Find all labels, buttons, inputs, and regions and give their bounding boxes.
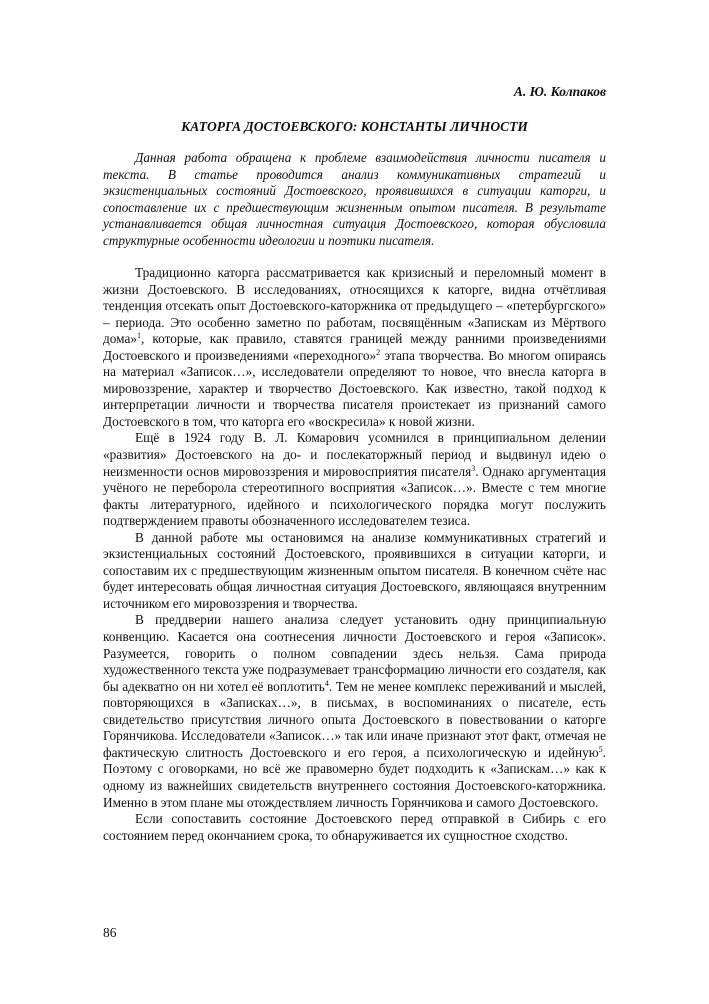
- paragraph-1-text-a: Традиционно каторга рассматривается как кризисный и переломный момент в жизни Достоевского. В исследованиях, относящихся к каторге, видна отчётливая тенденция отсекать опыт Достоевского-каторжника от предыдущего – «петербургского» – периода. Это особенно заметно по работам, посвящённым «Запискам из Мёртвого дома»: [103, 265, 606, 347]
- abstract: Данная работа обращена к проблеме взаимодействия личности писателя и текста. В статье проводится анализ коммуникативных стратегий и экзистенциальных состояний Достоевского, проявившихся в ситуации каторги, и сопоставление их с предшествующим жизненным опытом писателя. В результате устанавливается общая личностная ситуация Достоевского, которая обусловила структурные особенности идеологии и поэтики писателя.: [103, 150, 606, 248]
- footnote-ref-3: 3: [471, 463, 476, 473]
- page-number: 86: [103, 925, 117, 940]
- footnote-ref-1: 1: [137, 331, 142, 341]
- paragraph-2-text-b: . Однако аргументация учёного не переборола стереотипного восприятия «Записок…». Вместе с тем многие факты литературного, идейного и психологического порядка могут послужить подтверждением правоты обозначенного исследователем тезиса.: [103, 463, 606, 529]
- paragraph-1: [103, 265, 606, 430]
- paragraph-1-text-b: , которые, как правило, ставятся границей между ранними произведениями Достоевского и произведениями «переходного»: [103, 331, 606, 363]
- article-body: [103, 265, 606, 844]
- paragraph-4-text-a: В преддверии нашего анализа следует установить одну принципиальную конвенцию. Касается она соотнесения личности Достоевского и героя «Записок». Разумеется, говорить о полном совпадении здесь нельзя. Сама природа художественного текста уже подразумевает трансформацию личности его создателя, как бы адекватно он ни хотел её воплотить: [103, 612, 606, 694]
- footnote-ref-5: 5: [598, 744, 603, 754]
- paragraph-2-text-a: Ещё в 1924 году В. Л. Комарович усомнился в принципиальном делении «развития» Достоевского на до- и послекаторжный период и выдвинул идею о неизменности основ мировоззрения и мировосприятия писателя: [103, 430, 606, 479]
- article-title: КАТОРГА ДОСТОЕВСКОГО: КОНСТАНТЫ ЛИЧНОСТИ: [181, 119, 528, 134]
- paragraph-5: Если сопоставить состояние Достоевского перед отправкой в Сибирь с его состоянием перед окончанием срока, то обнаруживается их сущностное сходство.: [103, 811, 606, 843]
- paragraph-4-text-c: . Поэтому с оговорками, но всё же правомерно будет подходить к «Запискам…» как к одному из важнейших свидетельств внутреннего состояния Достоевского-каторжника. Именно в этом плане мы отождествляем личность Горянчикова и самого Достоевского.: [103, 744, 606, 810]
- footnote-ref-4: 4: [324, 678, 329, 688]
- paragraph-2: [103, 430, 606, 529]
- paragraph-3: В данной работе мы остановимся на анализе коммуникативных стратегий и экзистенциальных состояний Достоевского, проявившихся в ситуации каторги, и сопоставим их с предшествующим жизненным опытом писателя. В конечном счёте нас будет интересовать общая личностная ситуация Достоевского, являющаяся внутренним источником его мировоззрения и творчества.: [103, 529, 606, 611]
- paragraph-4-text-b: . Тем не менее комплекс переживаний и мыслей, повторяющихся в «Записках…», в письмах, в воспоминаниях о писателе, есть свидетельство присутствия личного опыта Достоевского в повествовании о каторге Горянчикова. Исследователи «Записок…» так или иначе признают этот факт, отмечая не фактическую слитность Достоевского и его героя, а психологическую и идейную: [103, 678, 606, 760]
- paragraph-1-text-c: этапа творчества. Во многом опираясь на материал «Записок…», исследователи определяют то новое, что внесла каторга в мировоззрение, характер и творчество Достоевского. Как известно, такой подход к интерпретации личности и творчества писателя проистекает из признаний самого Достоевского в том, что каторга его «воскресила» к новой жизни.: [103, 347, 606, 429]
- footnote-ref-2: 2: [376, 347, 381, 357]
- author-name: А. Ю. Колпаков: [513, 84, 606, 99]
- paragraph-4: [103, 612, 606, 811]
